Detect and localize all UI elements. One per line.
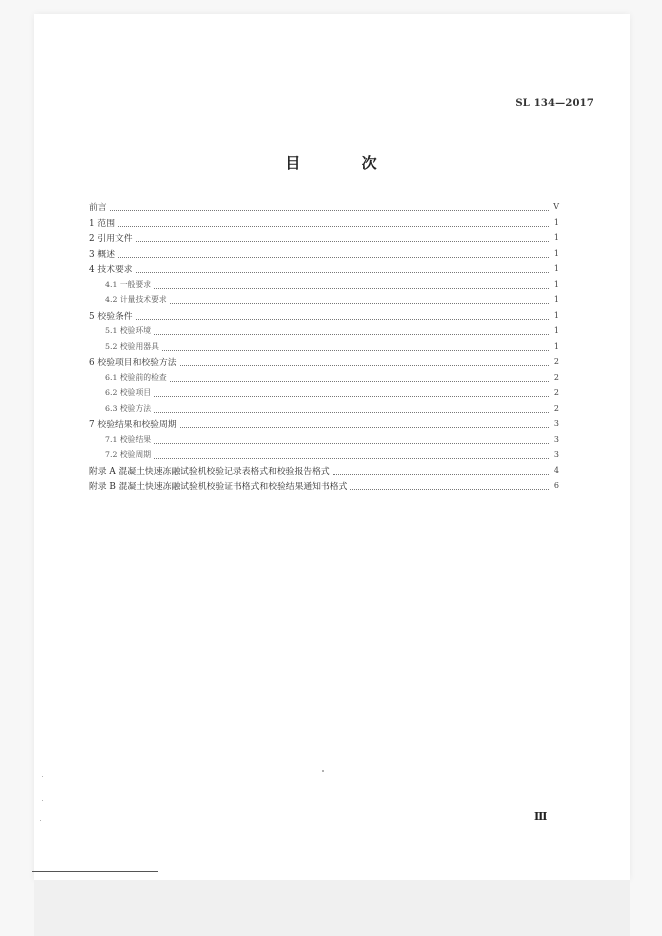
toc-entry-page: 2 xyxy=(553,372,559,382)
toc-leader-dots xyxy=(154,443,549,444)
toc-leader-dots xyxy=(180,427,549,428)
toc-entry-label: 前言 xyxy=(89,203,107,214)
toc-entry-label: 6.3 校验方法 xyxy=(105,403,152,413)
toc-entry-label: 4 技术要求 xyxy=(89,265,133,276)
toc-entry-label: 4.2 计量技术要求 xyxy=(105,295,167,305)
toc-entry-page: 1 xyxy=(553,279,559,289)
toc-leader-dots xyxy=(136,319,549,320)
toc-leader-dots xyxy=(170,303,549,304)
scan-speck xyxy=(42,776,43,777)
toc-entry-label: 1 范围 xyxy=(89,218,115,229)
toc-entry-page: 2 xyxy=(553,357,559,367)
page-title: 目 次 xyxy=(285,154,405,172)
toc-entry-label: 6.1 校验前的检查 xyxy=(105,372,167,382)
toc-entry xyxy=(89,308,559,324)
toc-entry xyxy=(89,261,559,277)
toc-entry xyxy=(89,323,559,339)
toc-entry xyxy=(89,401,559,417)
toc-leader-dots xyxy=(170,381,549,382)
toc-entry-label: 附录 A 混凝土快速冻融试验机校验记录表格式和校验报告格式 xyxy=(89,466,330,477)
toc-entry xyxy=(89,447,559,463)
toc-entry xyxy=(89,463,559,479)
toc-leader-dots xyxy=(118,226,549,227)
toc-leader-dots xyxy=(136,272,549,273)
toc-entry-page: 2 xyxy=(553,388,559,398)
standard-number: SL 134—2017 xyxy=(515,98,594,109)
toc-entry xyxy=(89,478,559,494)
toc-entry-page: 3 xyxy=(553,419,559,429)
toc-entry-label: 附录 B 混凝土快速冻融试验机校验证书格式和校验结果通知书格式 xyxy=(89,482,348,493)
toc-entry xyxy=(89,199,559,215)
page-number: Ⅲ xyxy=(534,810,548,823)
toc-leader-dots xyxy=(350,489,549,490)
toc-entry-page: 2 xyxy=(553,403,559,413)
toc-leader-dots xyxy=(154,458,549,459)
toc-entry-label: 4.1 一般要求 xyxy=(105,279,152,289)
toc-entry-page: 1 xyxy=(553,264,559,274)
toc-entry-label: 2 引用文件 xyxy=(89,234,133,245)
toc-entry-page: 1 xyxy=(553,233,559,243)
toc-entry xyxy=(89,292,559,308)
toc-entry-page: 1 xyxy=(553,295,559,305)
toc-entry xyxy=(89,246,559,262)
toc-entry xyxy=(89,370,559,386)
toc-entry-label: 5.2 校验用器具 xyxy=(105,341,159,351)
toc-entry-page: 1 xyxy=(553,310,559,320)
toc-leader-dots xyxy=(136,241,549,242)
toc-entry xyxy=(89,215,559,231)
toc-entry xyxy=(89,339,559,355)
toc-leader-dots xyxy=(154,334,549,335)
toc-leader-dots xyxy=(162,350,549,351)
toc-entry-label: 5.1 校验环境 xyxy=(105,326,152,336)
scan-speck xyxy=(42,800,43,801)
footnote-rule xyxy=(32,871,158,872)
toc-entry-page: 3 xyxy=(553,450,559,460)
toc-leader-dots xyxy=(333,474,549,475)
toc-entry-label: 7.2 校验周期 xyxy=(105,450,152,460)
toc-entry-label: 5 校验条件 xyxy=(89,311,133,322)
toc-leader-dots xyxy=(154,412,549,413)
toc-entry-page: 1 xyxy=(553,341,559,351)
toc-entry-page: 1 xyxy=(553,217,559,227)
toc-entry xyxy=(89,277,559,293)
toc-entry xyxy=(89,432,559,448)
toc-leader-dots xyxy=(110,210,549,211)
toc-entry-page: 4 xyxy=(553,465,559,475)
toc-entry-page: Ⅴ xyxy=(553,202,559,212)
toc-entry xyxy=(89,385,559,401)
toc-entry xyxy=(89,416,559,432)
table-of-contents xyxy=(89,199,559,494)
toc-entry-page: 1 xyxy=(553,326,559,336)
toc-entry-page: 1 xyxy=(553,248,559,258)
toc-leader-dots xyxy=(180,365,549,366)
toc-entry xyxy=(89,354,559,370)
toc-leader-dots xyxy=(118,257,549,258)
scan-speck xyxy=(40,820,41,821)
scan-speck xyxy=(322,770,324,772)
toc-entry xyxy=(89,230,559,246)
toc-entry-page: 3 xyxy=(553,434,559,444)
toc-entry-label: 6 校验项目和校验方法 xyxy=(89,358,177,369)
toc-entry-label: 6.2 校验项目 xyxy=(105,388,152,398)
toc-entry-label: 7.1 校验结果 xyxy=(105,434,152,444)
toc-leader-dots xyxy=(154,396,549,397)
toc-entry-page: 6 xyxy=(553,481,559,491)
toc-leader-dots xyxy=(154,288,549,289)
page-shadow xyxy=(34,880,630,936)
toc-entry-label: 7 校验结果和校验周期 xyxy=(89,420,177,431)
toc-entry-label: 3 概述 xyxy=(89,249,115,260)
